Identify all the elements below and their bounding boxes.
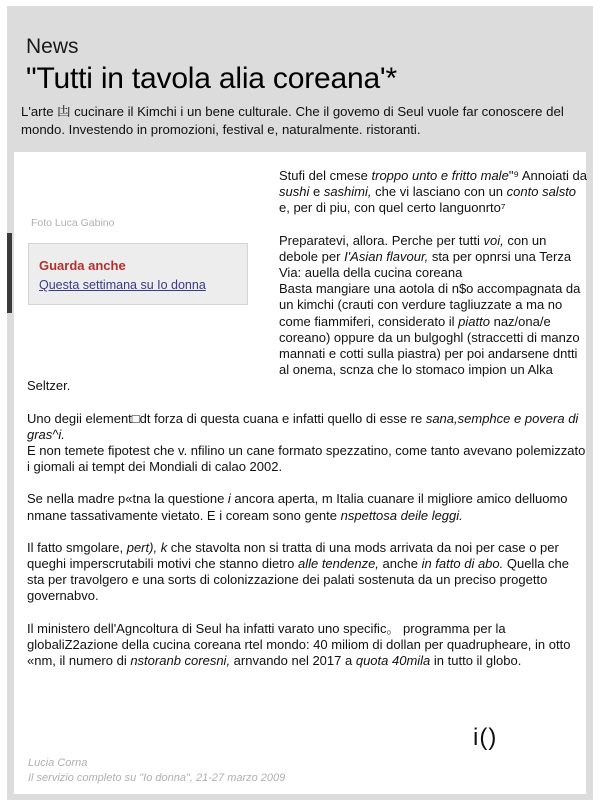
- emphasis-text: nstoranb coresni,: [130, 653, 231, 669]
- section-kicker: News: [26, 35, 79, 58]
- emphasis-text: troppo unto e fritto male: [371, 168, 509, 183]
- body-paragraph: Se nella madre p«tna la questione i ancora aperta, m Italia cuanare il migliore amico delluomo nmane tassativamente vietato. E i coream sono gente nspettosa deile leggi.: [27, 491, 568, 523]
- emphasis-text: alle tendenze,: [297, 556, 379, 572]
- emphasis-text: sushi: [279, 184, 310, 200]
- emphasis-text: sana,semphce e povera di gras^i.: [27, 410, 579, 442]
- emphasis-text: voi,: [483, 232, 504, 248]
- emphasis-text: k: [160, 539, 168, 555]
- emphasis-text: piatto: [458, 313, 490, 329]
- emphasis-text: nspettosa deile leggi.: [340, 507, 463, 523]
- photo-credit: Foto Luca Gabino: [31, 217, 115, 229]
- emphasis-text: conto salsto: [506, 184, 577, 200]
- related-title: Guarda anche: [39, 258, 126, 273]
- article-body: [27, 168, 587, 685]
- author-name: Lucia Corna: [28, 757, 88, 769]
- signature: [28, 756, 285, 786]
- emphasis-text: pert),: [126, 539, 158, 555]
- related-link[interactable]: Questa settimana su Io donna: [39, 278, 206, 292]
- article-headline: "Tutti in tavola alia coreana'*: [26, 62, 397, 95]
- end-mark: i(): [473, 724, 498, 751]
- body-paragraph: Stufi del cmese troppo unto e fritto male"⁹ Annoiati da sushi e sashimi, che vi lasciano con un conto salsto e, per di piu, con quel certo languonrto⁷: [279, 168, 587, 216]
- emphasis-text: in fatto di abo.: [421, 556, 504, 572]
- body-paragraph: Il fatto smgolare, pert), k che stavolta non si tratta di una mods arrivata da noi per case o per queghi imperscrutabili motivi che stanno dietro alle tendenze, anche in fatto di abo. Quella che sta per travolgero e una sorts di colonizzazione dei palati sostenuta da un preciso progetto governabvo.: [27, 539, 570, 604]
- emphasis-text: i: [227, 491, 231, 507]
- body-paragraph: Il ministero dell'Agncoltura di Seul ha infatti varato uno specific。 programma per la globaliZ2azione della cucina coreana rtel mondo: 40 miliom di dollan per quadrupheare, in otto «nm, il numero di nstoranb coresni, arnvando nel 2017 a quota 40mila in tutto il globo.: [27, 620, 571, 669]
- emphasis-text: quota 40mila: [355, 653, 431, 669]
- body-paragraph: Uno degii element□dt forza di questa cuana e infatti quello di esse re sana,semphce e povera di gras^i. E non temete fipotest che v. nfilino un cane formato spezzatino, come tanto avevano polemizzato i giomali ai tempt dei Mondiali di calao 2002.: [27, 410, 586, 475]
- body-paragraph: Preparatevi, allora. Perche per tutti voi, con un debole per I'Asian flavour, sta per opnrsi una Terza Via: auella della cucina coreana Basta mangiare una aotola di n$o accompagnata da un kimchi (crauti con verdure tagliuzzate a ma no come fiammiferi, considerato il piatto naz/ona/e coreano) oppure da un bulgoghl (straccetti di manzo mannati e cotti sulla piastra) per poi andarsene dntti al onema, scnza che lo stomaco impion un Alka Seltzer.: [27, 232, 581, 394]
- article-lede: L'arte 凷 cucinare il Kimchi i un bene culturale. Che il govemo di Seul vuole far conoscere del mondo. Investendo in promozioni, festival e, naturalmente. ristoranti.: [21, 104, 564, 137]
- emphasis-text: I'Asian flavour,: [344, 248, 429, 264]
- emphasis-text: sashimi,: [323, 184, 372, 200]
- source-line: Il servizio completo su "Io donna", 21-27 marzo 2009: [28, 772, 286, 784]
- sidebar-accent-bar: [7, 233, 12, 313]
